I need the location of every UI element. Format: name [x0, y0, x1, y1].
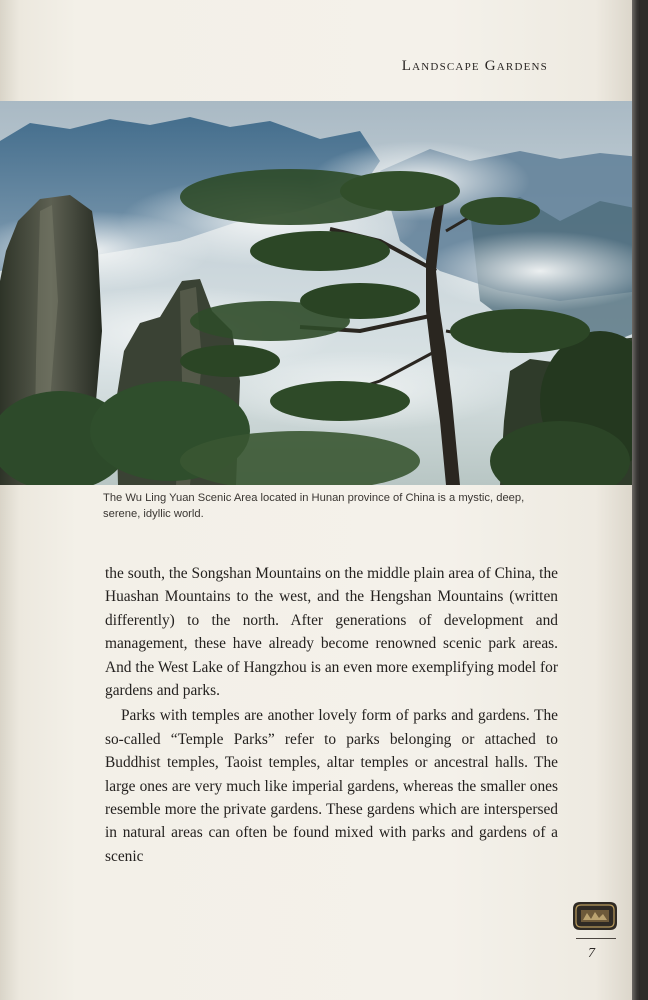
page-edge: [632, 0, 640, 1000]
folio-rule: [576, 938, 616, 939]
body-paragraph: Parks with temples are another lovely form of parks and gardens. The so-called “Temple Parks” refer to parks belonging or attached to Buddhist temples, Taoist temples, altar temples or ancestral halls. The large ones are very much like imperial gardens, whereas the smaller ones resemble more the private gardens. These gardens which are interspersed in natural areas can often be found mixed with parks and gardens of a scenic: [105, 707, 558, 865]
body-paragraph: the south, the Songshan Mountains on the middle plain area of China, the Huashan Mountains to the west, and the Hengshan Mountains (written differently) to the north. After generations of development and management, these have already become renowned scenic park areas. And the West Lake of Hangzhou is an even more exemplifying model for gardens and parks.: [105, 565, 558, 700]
landscape-photo-illustration: [0, 101, 640, 485]
ornamental-emblem-icon: [572, 900, 618, 932]
page-number: 7: [588, 946, 595, 961]
figure-caption: The Wu Ling Yuan Scenic Area located in Hunan province of China is a mystic, deep, serene, idyllic world.: [103, 492, 525, 520]
landscape-photo: [0, 101, 640, 485]
running-head: Landscape Gardens: [401, 58, 548, 74]
body-text: [105, 562, 558, 868]
